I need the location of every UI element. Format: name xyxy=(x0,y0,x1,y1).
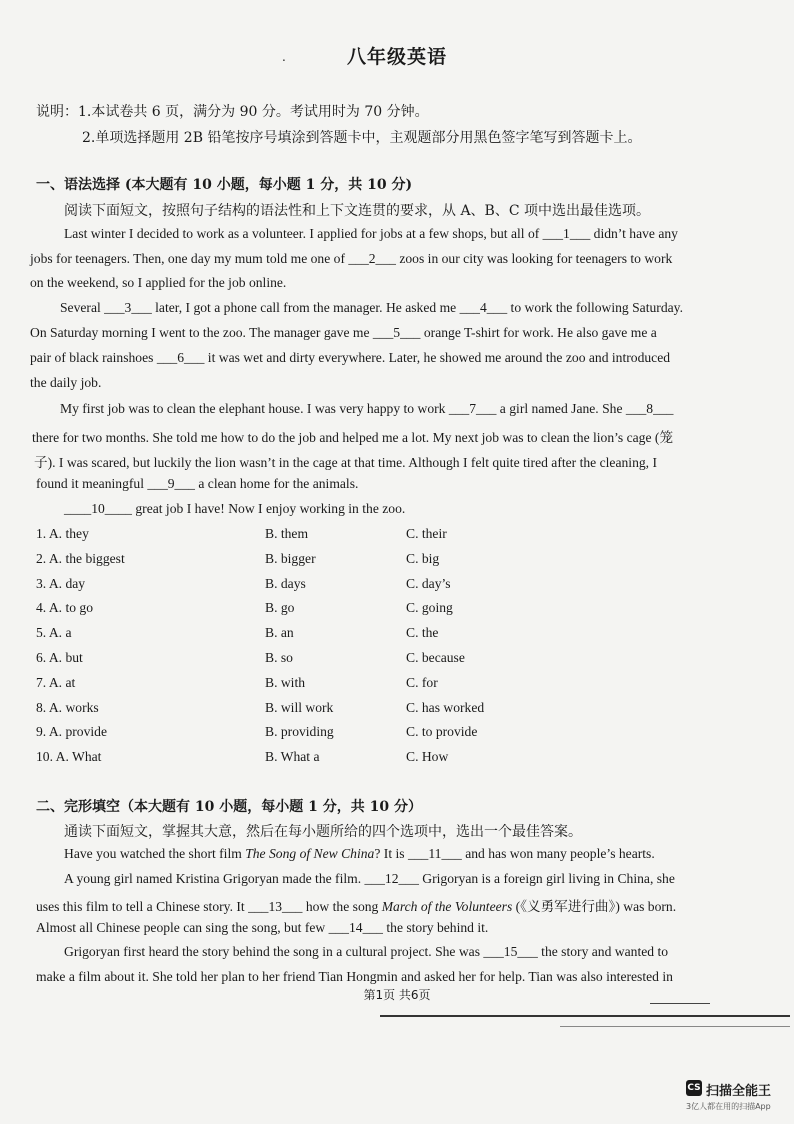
option-4-c: C. going xyxy=(406,600,453,616)
option-10-c: C. How xyxy=(406,749,449,765)
passage1-line: pair of black rainshoes ___6___ it was wet and dirty everywhere. Later, he showed me around the zoo and introduced xyxy=(30,350,671,365)
option-1-a: 1. A. they xyxy=(36,526,89,541)
passage1-line: My first job was to clean the elephant house. I was very happy to work ___7___ a girl named Jane. She ___8___ xyxy=(60,401,674,416)
option-10-a: 10. A. What xyxy=(36,749,102,765)
option-3-c: C. day’s xyxy=(406,575,451,591)
passage1-line: Several ___3___ later, I got a phone call from the manager. He asked me ___4___ to work the following Saturday. xyxy=(60,300,683,315)
page-footer: 第1页 共6页 xyxy=(363,988,431,1002)
passage2-line: Grigoryan first heard the story behind the song in a cultural project. She was ___15___ the story and wanted to xyxy=(64,944,669,959)
option-9-c: C. to provide xyxy=(406,724,478,740)
passage1-line: on the weekend, so I applied for the job online. xyxy=(30,275,287,290)
option-6-c: C. because xyxy=(406,650,465,665)
option-4-b: B. go xyxy=(265,600,295,616)
passage1-line: the daily job. xyxy=(30,375,102,390)
section2-heading: 二、完形填空（本大题有 10 小题，每小题 1 分，共 10 分） xyxy=(36,799,422,815)
scanner-app-tagline: 3亿人都在用的扫描App xyxy=(686,1102,771,1111)
stray-mark: . xyxy=(282,50,286,64)
divider xyxy=(650,1003,710,1004)
option-9-b: B. providing xyxy=(265,724,334,740)
option-7-a: 7. A. at xyxy=(36,674,76,690)
option-10-b: B. What a xyxy=(265,749,320,765)
option-2-c: C. big xyxy=(406,550,440,566)
scanner-logo-icon: CS xyxy=(686,1080,702,1096)
instruction-1: 说明：1.本试卷共 6 页，满分为 90 分。考试用时为 70 分钟。 xyxy=(36,104,429,120)
option-1-b: B. them xyxy=(265,526,309,541)
passage2-line: uses this film to tell a Chinese story. It ___13___ how the song March of the Volunteers (《义勇军进行曲》) was born. xyxy=(36,899,677,914)
scanner-app-name: 扫描全能王 xyxy=(706,1084,772,1099)
divider xyxy=(560,1026,790,1027)
option-1-c: C. their xyxy=(406,526,447,541)
passage1-line: On Saturday morning I went to the zoo. The manager gave me ___5___ orange T-shirt for work. He also gave me a xyxy=(30,325,657,340)
page-title: 八年级英语 xyxy=(346,46,447,68)
option-5-b: B. an xyxy=(265,625,294,641)
option-7-c: C. for xyxy=(406,674,438,690)
option-6-a: 6. A. but xyxy=(36,650,83,665)
passage1-line: Last winter I decided to work as a volunteer. I applied for jobs at a few shops, but all of ___1___ didn’t have any xyxy=(64,226,678,241)
passage1-line: ____10____ great job I have! Now I enjoy working in the zoo. xyxy=(64,501,406,516)
option-5-c: C. the xyxy=(406,625,439,641)
passage1-line: 子). I was scared, but luckily the lion wasn’t in the cage at that time. Although I felt quite tired after the cleaning, I xyxy=(34,455,657,470)
option-2-a: 2. A. the biggest xyxy=(36,550,125,566)
instruction-2: 2.单项选择题用 2B 铅笔按序号填涂到答题卡中，主观题部分用黑色签字笔写到答题卡上。 xyxy=(82,130,642,146)
section1-heading: 一、语法选择 (本大题有 10 小题，每小题 1 分，共 10 分) xyxy=(36,177,413,193)
passage2-line: Have you watched the short film The Song of New China? It is ___11___ and has won many people’s hearts. xyxy=(64,846,655,861)
option-7-b: B. with xyxy=(265,674,306,690)
option-6-b: B. so xyxy=(265,650,293,665)
option-9-a: 9. A. provide xyxy=(36,724,107,740)
section1-direction: 阅读下面短文，按照句子结构的语法性和上下文连贯的要求，从 A、B、C 项中选出最佳选项。 xyxy=(64,203,651,219)
option-3-a: 3. A. day xyxy=(36,575,86,591)
passage1-line: found it meaningful ___9___ a clean home for the animals. xyxy=(36,476,359,491)
divider xyxy=(380,1015,790,1017)
option-2-b: B. bigger xyxy=(265,550,316,566)
passage2-line: A young girl named Kristina Grigoryan made the film. ___12___ Grigoryan is a foreign girl living in China, she xyxy=(64,871,675,886)
option-8-a: 8. A. works xyxy=(36,699,99,715)
passage1-line: there for two months. She told me how to do the job and helped me a lot. My next job was to clean the lion’s cage (笼 xyxy=(32,430,674,445)
option-8-c: C. has worked xyxy=(406,699,485,715)
passage1-line: jobs for teenagers. Then, one day my mum told me one of ___2___ zoos in our city was looking for teenagers to work xyxy=(30,251,673,266)
option-8-b: B. will work xyxy=(265,699,334,715)
option-3-b: B. days xyxy=(265,575,306,591)
section2-direction: 通读下面短文，掌握其大意，然后在每小题所给的四个选项中，选出一个最佳答案。 xyxy=(64,824,582,840)
passage2-line: make a film about it. She told her plan to her friend Tian Hongmin and asked her for help. Tian was also interested in xyxy=(36,969,673,984)
passage2-line: Almost all Chinese people can sing the song, but few ___14___ the story behind it. xyxy=(36,920,489,935)
option-5-a: 5. A. a xyxy=(36,625,72,641)
option-4-a: 4. A. to go xyxy=(36,600,94,616)
